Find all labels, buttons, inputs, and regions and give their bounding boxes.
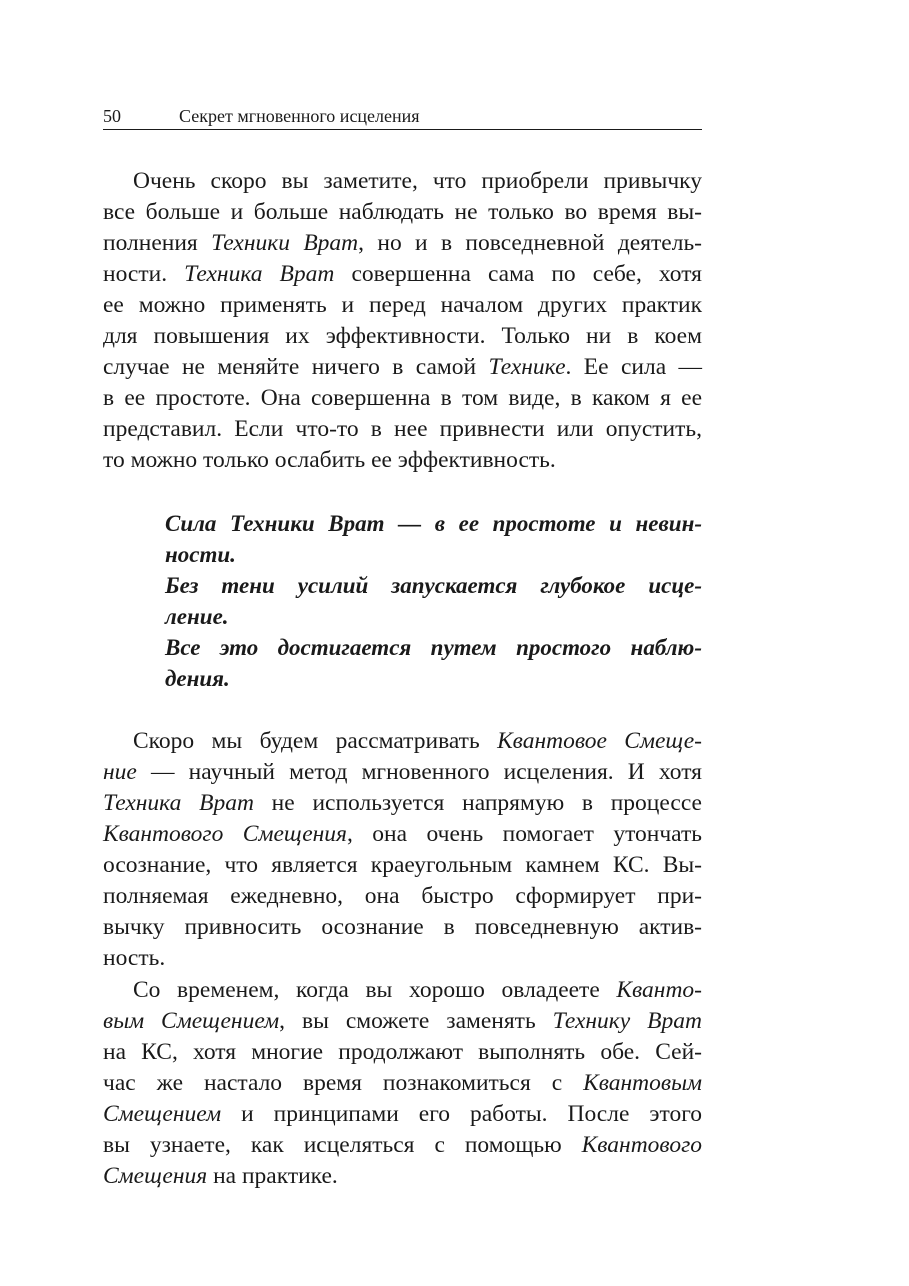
- paragraph-2-line: ние — научный метод мгновенного исцеления. И хотя: [103, 759, 702, 785]
- paragraph-2-line: вычку привносить осознание в повседневную актив-: [103, 914, 702, 940]
- paragraph-1-line: ности. Техника Врат совершенна сама по себе, хотя: [103, 261, 702, 287]
- paragraph-2-line: Скоро мы будем рассматривать Квантовое Смеще-: [133, 728, 702, 754]
- emphasis-line: ности.: [165, 542, 236, 567]
- emphasis-line: Сила Техники Врат — в ее простоте и невин-: [165, 511, 702, 536]
- paragraph-1-line: полнения Техники Врат, но и в повседневной деятель-: [103, 230, 702, 256]
- paragraph-3-line: вы узнаете, как исцеляться с помощью Квантового: [103, 1132, 702, 1158]
- paragraph-2-line: ность.: [103, 945, 166, 971]
- emphasis-line: дения.: [165, 666, 230, 691]
- paragraph-3-line: Смещения на практике.: [103, 1163, 338, 1189]
- paragraph-1-line: для повышения их эффективности. Только ни в коем: [103, 323, 702, 349]
- page-number: 50: [103, 106, 121, 126]
- paragraph-3-line: Смещением и принципами его работы. После этого: [103, 1101, 702, 1127]
- paragraph-1-line: в ее простоте. Она совершенна в том виде, в каком я ее: [103, 385, 702, 411]
- emphasis-line: Все это достигается путем простого наблю-: [165, 635, 702, 660]
- paragraph-2-line: осознание, что является краеугольным камнем КС. Вы-: [103, 852, 702, 878]
- paragraph-3-line: на КС, хотя многие продолжают выполнять обе. Сей-: [103, 1039, 702, 1065]
- paragraph-2-line: полняемая ежедневно, она быстро сформирует при-: [103, 883, 702, 909]
- running-title: Секрет мгновенного исцеления: [179, 106, 420, 126]
- running-head: [103, 103, 702, 130]
- paragraph-1-line: ее можно применять и перед началом других практик: [103, 292, 702, 318]
- paragraph-3-line: Со временем, когда вы хорошо овладеете Кванто-: [133, 977, 702, 1003]
- paragraph-3-line: час же настало время познакомиться с Квантовым: [103, 1070, 702, 1096]
- paragraph-1-line: все больше и больше наблюдать не только во время вы-: [103, 199, 702, 225]
- emphasis-line: ление.: [165, 604, 229, 629]
- paragraph-2-line: Техника Врат не используется напрямую в процессе: [103, 790, 702, 816]
- paragraph-3-line: вым Смещением, вы сможете заменять Технику Врат: [103, 1008, 702, 1034]
- paragraph-1-line: Очень скоро вы заметите, что приобрели привычку: [133, 168, 702, 194]
- paragraph-2-line: Квантового Смещения, она очень помогает утончать: [103, 821, 702, 847]
- paragraph-1-line: то можно только ослабить ее эффективность.: [103, 447, 556, 473]
- emphasis-line: Без тени усилий запускается глубокое исце-: [165, 573, 702, 598]
- paragraph-1-line: представил. Если что-то в нее привнести или опустить,: [103, 416, 702, 442]
- paragraph-1-line: случае не меняйте ничего в самой Технике. Ее сила —: [103, 354, 703, 380]
